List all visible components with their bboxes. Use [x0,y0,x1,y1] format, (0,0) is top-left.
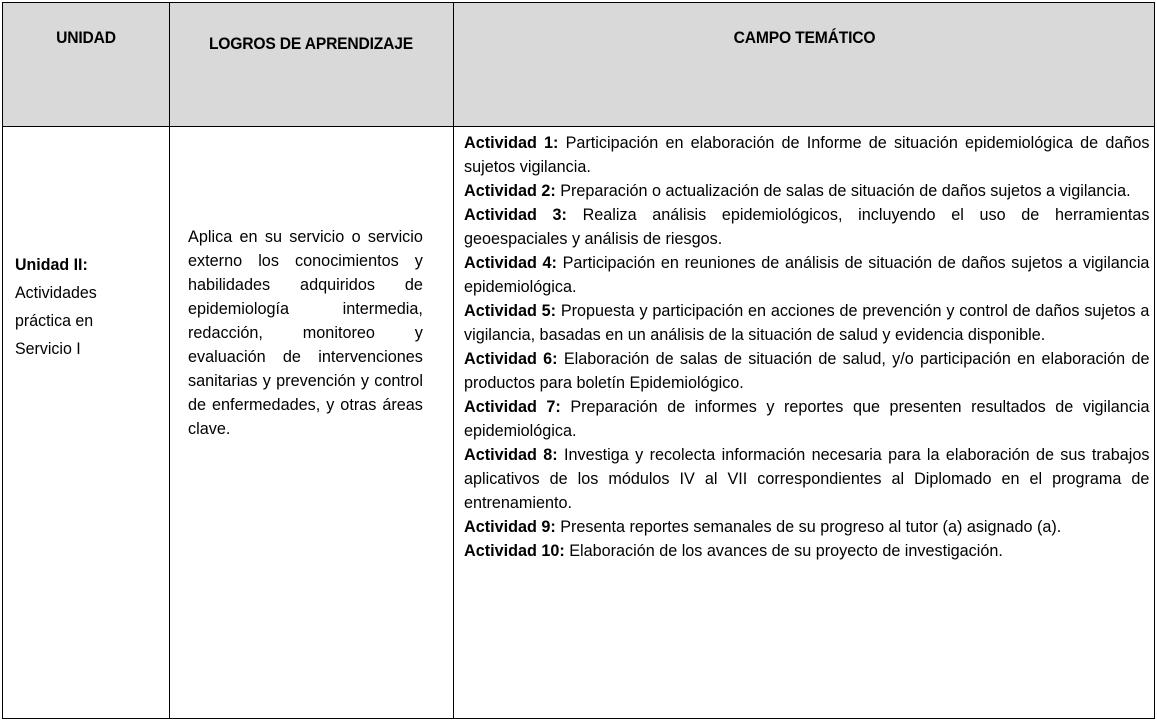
actividad-text: Preparación de informes y reportes que presenten resultados de vigilancia epidemiológica. [464,397,1150,440]
header-unidad: UNIDAD [56,28,116,47]
unidad-line: Actividades [15,283,97,302]
actividad-item [464,179,1149,203]
actividad-item [464,539,1149,563]
actividad-label: Actividad 5: [464,301,557,320]
actividad-label: Actividad 1: [464,133,559,152]
actividad-label: Actividad 10: [464,541,565,560]
actividad-text: Presenta reportes semanales de su progreso al tutor (a) asignado (a). [555,517,1062,536]
actividad-item [464,443,1149,515]
actividad-text: Participación en reuniones de análisis de situación de daños sujetos a vigilancia epidemiológica. [464,253,1150,296]
actividad-text: Elaboración de salas de situación de salud, y/o participación en elaboración de productos para boletín Epidemiológico. [464,349,1150,392]
actividad-item [464,347,1149,395]
actividad-label: Actividad 3: [464,205,567,224]
unidad-line: práctica en [15,311,94,330]
actividad-text: Elaboración de los avances de su proyecto de investigación. [564,541,1003,560]
actividad-item [464,203,1149,251]
unidad-line: Servicio I [15,339,81,358]
actividad-label: Actividad 8: [464,445,558,464]
logros-cell: Aplica en su servicio o servicio externo los conocimientos y habilidades adquiridos de epidemiología intermedia, redacción, monitoreo y evaluación de intervenciones sanitarias y prevención y control de enfermedades, y otras áreas clave. [188,227,423,438]
actividad-text: Realiza análisis epidemiológicos, incluyendo el uso de herramientas geoespaciales y análisis de riesgos. [464,205,1150,248]
actividad-item [464,299,1149,347]
actividad-item [464,515,1149,539]
actividad-text: Preparación o actualización de salas de situación de daños sujetos a vigilancia. [555,181,1131,200]
header-logros: LOGROS DE APRENDIZAJE [208,34,414,53]
actividad-item [464,395,1149,443]
actividad-label: Actividad 2: [464,181,556,200]
actividad-item [464,251,1149,299]
unidad-cell [15,251,156,363]
actividad-text: Investiga y recolecta información necesaria para la elaboración de sus trabajos aplicativos de los módulos IV al VII correspondientes al Diplomado en el programa de entrenamiento. [464,445,1150,512]
campo-tematico-cell [464,131,1149,563]
actividad-label: Actividad 7: [464,397,561,416]
column-divider [169,3,170,718]
curriculum-table [2,2,1155,719]
header-campo-tematico: CAMPO TEMÁTICO [733,28,876,47]
unidad-title: Unidad II: [15,255,88,274]
column-divider [453,3,454,718]
actividad-text: Propuesta y participación en acciones de prevención y control de daños sujetos a vigilancia, basadas en un análisis de la situación de salud y evidencia disponible. [464,301,1150,344]
actividad-label: Actividad 6: [464,349,558,368]
table-header-row [3,3,1154,127]
actividad-text: Participación en elaboración de Informe de situación epidemiológica de daños sujetos vigilancia. [464,133,1150,176]
actividad-label: Actividad 4: [464,253,557,272]
actividad-label: Actividad 9: [464,517,556,536]
actividad-item [464,131,1149,179]
